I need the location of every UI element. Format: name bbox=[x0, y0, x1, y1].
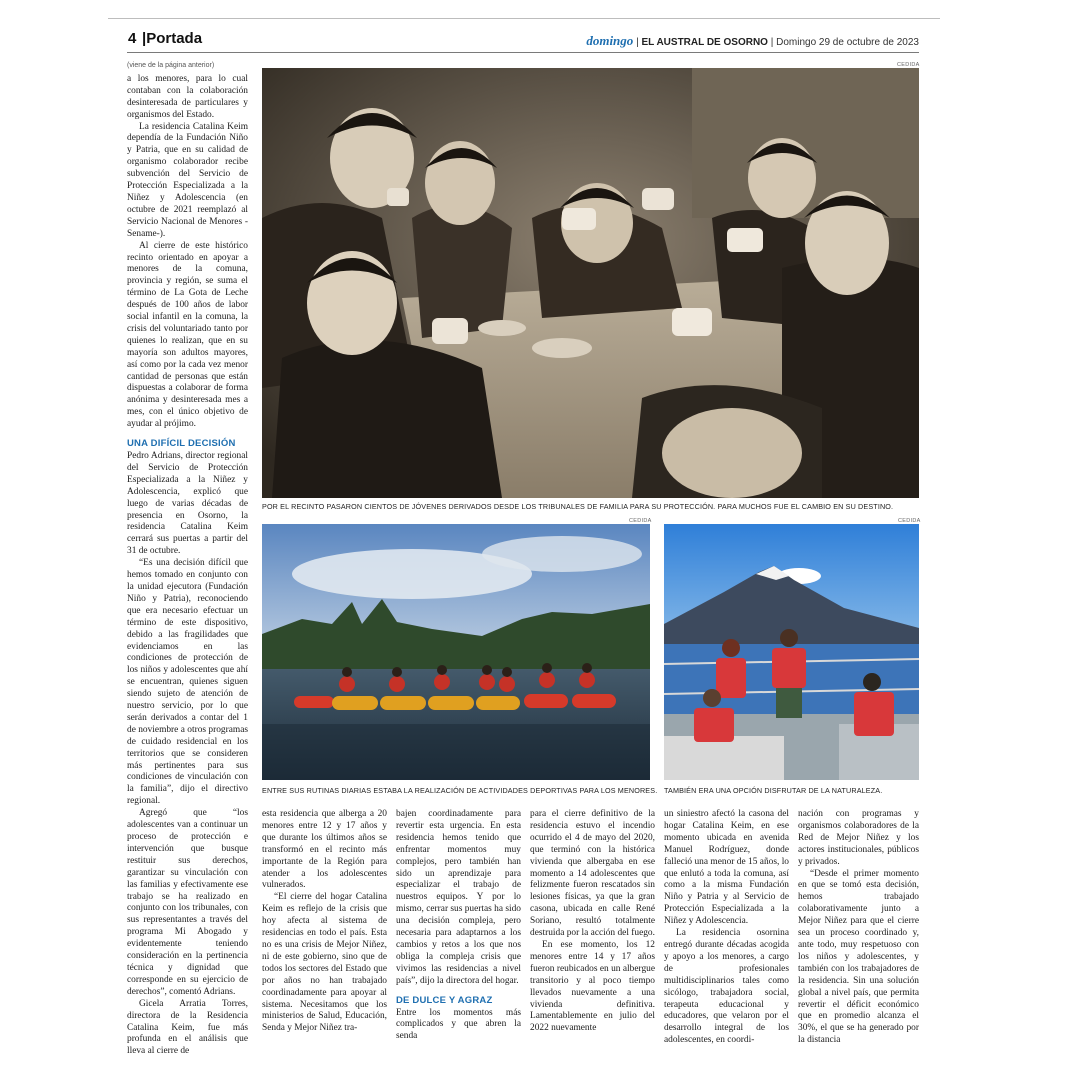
photo-credit: CEDIDA bbox=[629, 518, 652, 524]
paragraph: Gicela Arratia Torres, directora de la Residencia Catalina Keim, fue más profunda en el análisis que lleva al cierre de bbox=[127, 998, 248, 1057]
section-name: Portada bbox=[146, 30, 203, 47]
boat-photo-caption: TAMBIÉN ERA UNA OPCIÓN DISFRUTAR DE LA NATURALEZA. bbox=[664, 786, 883, 795]
boat-photo bbox=[664, 524, 919, 780]
paragraph: nación con programas y organismos colaboradores de la Red de Mejor Niñez y los actores institucionales, públicos y privados. bbox=[798, 809, 919, 867]
bottom-column-2 bbox=[396, 809, 521, 1043]
paragraph: para el cierre definitivo de la residencia estuvo el incendio ocurrido el 4 de mayo del 2020, que terminó con la histórica vivienda que albergaba en ese momento a 14 adolescentes que felizmente fueron rescatados sin lesiones físicas, ya que la gran casona, ubicada en calle René Soriano, resultó totalmente destruida por la acción del fuego. bbox=[530, 809, 655, 939]
paragraph: Agregó que “los adolescentes van a continuar un proceso de protección e intervención que busque restituir sus derechos, garantizar su vinculación con las familias y efectivamente ese trabajo se ha realizado en conjunto con los tribunales, con sus representantes a través del programa Mi Abogado y evidentemente teniendo consideración en la pertinencia técnica y dignidad que corresponde en su ejercicio de derechos”, comentó Adrians. bbox=[127, 808, 248, 997]
top-rule bbox=[108, 18, 940, 19]
paragraph: un siniestro afectó la casona del hogar Catalina Keim, en ese momento ubicada en avenida Manuel Rodríguez, donde falleció una menor de 15 años, lo que enlutó a toda la comuna, así como a la misma Fundación Niño y Patria y al Servicio de Protección Especializada a la Niñez y Adolescencia. bbox=[664, 809, 789, 927]
boat-photo-image bbox=[664, 524, 919, 780]
paragraph: “El cierre del hogar Catalina Keim es reflejo de la crisis que hoy afecta al sistema de residencias en todo el país. Esta no es una crisis de Mejor Niñez, ni de este gobierno, sino que de todos los sectores del Estado que por años no han trabajado coordinadamente para apoyar al sistema. Necesitamos que los ministerios de Salud, Educación, Senda y Mejor Niñez tra- bbox=[262, 892, 387, 1034]
kayak-photo bbox=[262, 524, 650, 780]
page-number: 4 bbox=[128, 30, 137, 47]
header-rule bbox=[127, 52, 919, 53]
paragraph: Pedro Adrians, director regional del Servicio de Protección Especializada a la Niñez y Adolescencia, explicó que luego de varias décadas de presencia en Osorno, la residencia Catalina Keim cerrará sus puertas a partir del 31 de octubre. bbox=[127, 451, 248, 557]
left-column bbox=[127, 60, 248, 1058]
kayak-photo-caption: ENTRE SUS RUTINAS DIARIAS ESTABA LA REALIZACIÓN DE ACTIVIDADES DEPORTIVAS PARA LOS MENORES. bbox=[262, 786, 658, 795]
paragraph: “Es una decisión difícil que hemos tomado en conjunto con la unidad ejecutora (Fundación Niño y Patria), reconociendo que era necesario efectuar un término de este dispositivo, debido a las fragilidades que evidenciamos en las condiciones de protección de los niños y adolescentes que ahí se encuentran, quienes siguen siendo sujeto de atención de nuestro servicio, por lo que serán derivados a contar del 1 de noviembre a otros programas de cuidado residencial en los territorios que se consideren más pertinentes para sus condiciones de vinculación con la familia”, dijo el directivo regional. bbox=[127, 558, 248, 807]
bottom-column-4 bbox=[664, 809, 789, 1047]
photo-credit: CEDIDA bbox=[897, 62, 920, 68]
bottom-column-3 bbox=[530, 809, 655, 1035]
historic-photo bbox=[262, 68, 919, 498]
paragraph: La residencia osornina entregó durante décadas acogida y apoyo a los menores, a cargo de profesionales multidisciplinarios tales como sicólogo, trabajadora social, terapeuta educacional y educadores, que velaron por el desarrollo integral de los adolescentes, en coordi- bbox=[664, 928, 789, 1046]
bottom-column-1 bbox=[262, 809, 387, 1035]
paragraph: Al cierre de este histórico recinto orientado en apoyar a menores de la comuna, provincia y región, se suma el término de La Gota de Leche después de 100 años de labor social infantil en la comuna, la crisis del voluntariado tanto por quienes lo realizan, que en su mayoría son adultos mayores, así como por la cada vez menor cantidad de personas que están dispuestas a colaborar de forma anónima y desinteresada mes a mes, con el único objetivo de ayudar al prójimo. bbox=[127, 240, 248, 430]
subheading: UNA DIFÍCIL DECISIÓN bbox=[127, 438, 236, 450]
kayak-photo-image bbox=[262, 524, 650, 780]
supplement-logo: domingo bbox=[586, 33, 634, 48]
bottom-column-5 bbox=[798, 809, 919, 1047]
newspaper-name: EL AUSTRAL DE OSORNO bbox=[641, 37, 768, 48]
issue-date: Domingo 29 de octubre de 2023 bbox=[776, 37, 919, 48]
historic-photo-image bbox=[262, 68, 919, 498]
paragraph: “Desde el primer momento en que se tomó esta decisión, hemos trabajado colaborativamente junto a Mejor Niñez para que el cierre sea un proceso coordinado y, ante todo, muy respetuoso con los niños y adolescentes, y también con los trabajadores de la residencia. Sin una solución global a nivel país, que permita revertir el déficit económico que en promedio alcanza el 30%, el que se ha generado por la distancia bbox=[798, 868, 919, 1046]
paragraph: Entre los momentos más complicados y que abren la senda bbox=[396, 1007, 521, 1042]
paragraph: a los menores, para lo cual contaban con la colaboración desinteresada de particulares y organismos del Estado. bbox=[127, 73, 248, 120]
subheading: DE DULCE Y AGRAZ bbox=[396, 994, 493, 1006]
paragraph: bajen coordinadamente para revertir esta urgencia. En esta residencia hemos tenido que enfrentar momentos muy complejos, pero también han sido un aprendizaje para especializar el trabajo de nuestros equipos. Y por lo mismo, cerrar sus puertas ha sido una decisión compleja, pero necesaria para adaptarnos a los cambios y retos a los que nos obliga la compleja crisis que vivimos las residencias a nivel país”, dijo la directora del hogar. bbox=[396, 809, 521, 986]
paragraph: La residencia Catalina Keim dependía de la Fundación Niño y Patria, que en su calidad de organismo colaborador recibe subvención del Servicio de Protección Especializada a la Niñez y Adolescencia (en octubre de 2021 reemplazó al Servicio Nacional de Menores -Sename-). bbox=[127, 121, 248, 239]
section-title: |Portada bbox=[142, 30, 203, 47]
masthead: domingo | EL AUSTRAL DE OSORNO | Domingo 29 de octubre de 2023 bbox=[586, 33, 919, 48]
photo-credit: CEDIDA bbox=[898, 518, 921, 524]
paragraph: esta residencia que alberga a 20 menores entre 12 y 17 años y que durante los últimos años se transformó en el recinto más importante de la Región para atender a los adolescentes vulnerados. bbox=[262, 809, 387, 891]
main-photo-caption: POR EL RECINTO PASARON CIENTOS DE JÓVENES DERIVADOS DESDE LOS TRIBUNALES DE FAMILIA PARA SU PROTECCIÓN. PARA MUCHOS FUE EL CAMBIO EN SU DESTINO. bbox=[262, 502, 894, 511]
paragraph: En ese momento, los 12 menores entre 14 y 17 años fueron reubicados en un albergue transitorio y al poco tiempo llevados nuevamente a una vivienda definitiva. Lamentablemente en julio del 2022 nuevamente bbox=[530, 939, 655, 1034]
continued-note: (viene de la página anterior) bbox=[127, 62, 215, 69]
